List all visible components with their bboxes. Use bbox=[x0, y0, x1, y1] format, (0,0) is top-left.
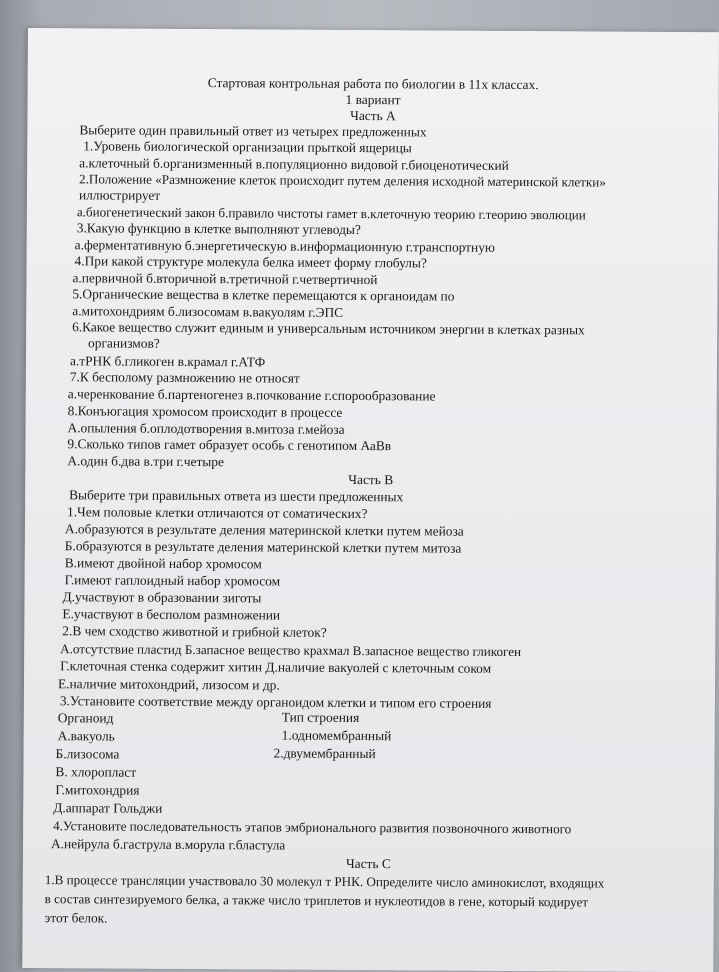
organoid-item: Д.аппарат Гольджи bbox=[53, 800, 163, 816]
answer-line: а.черенкование б.партеногенез в.почкование г.спорообразование bbox=[67, 386, 436, 404]
part-b-heading: Часть В bbox=[348, 471, 394, 488]
organoid-item: Б.лизосома bbox=[55, 746, 120, 762]
answer-line: А.нейрула б.гаструла в.морула г.бластула bbox=[50, 836, 286, 853]
answer-line: Б.образуются в результате деления материнской клетки путем митоза bbox=[64, 538, 462, 556]
page-title: Стартовая контрольная работа по биологии в 11х классах. bbox=[207, 75, 539, 93]
question-line: 4.Установите последовательность этапов эмбрионального развития позвоночного животного bbox=[53, 818, 572, 837]
question-line: 8.Конъюгация хромосом происходит в процессе bbox=[67, 403, 343, 420]
answer-line: Е.участвуют в бесполом размножении bbox=[62, 606, 281, 623]
part-b-instruction: Выберите три правильных ответа из шести предложенных bbox=[69, 487, 404, 505]
answer-line: А.опыления б.оплодотворения в.митоза г.мейоза bbox=[67, 420, 345, 437]
question-line: 9.Сколько типов гамет образует особь с генотипом АаВв bbox=[67, 436, 392, 454]
answer-line: Г.имеют гаплоидный набор хромосом bbox=[64, 572, 281, 589]
part-a-heading: Часть А bbox=[350, 107, 396, 124]
worksheet-page bbox=[22, 28, 719, 972]
question-line: 6.Какое вещество служит единым и универсальным источником энергии в клетках разных bbox=[72, 319, 585, 338]
answer-line: Д.участвуют в образовании зиготы bbox=[62, 589, 262, 606]
question-line: 1.Чем половые клетки отличаются от соматических? bbox=[66, 504, 368, 522]
answer-line: а.ферментативную б.энергетическую в.информационную г.транспортную bbox=[74, 237, 495, 255]
question-line: 2.Положение «Размножение клеток происходит путем деления исходной материнской клетки» bbox=[79, 171, 606, 190]
answer-line: Г.клеточная стенка содержит хитин Д.наличие вакуолей с клеточным соком bbox=[60, 658, 492, 676]
task-line: этот белок. bbox=[44, 910, 108, 926]
organoid-column-header: Органоид bbox=[57, 710, 114, 726]
task-line: 1.В процессе трансляции участвовало 30 молекул т РНК. Определите число аминокислот, входящих bbox=[44, 872, 605, 891]
question-line: 5.Органические вещества в клетке перемещаются к органоидам по bbox=[72, 286, 455, 304]
answer-line: Е.наличие митохондрий, лизосом и др. bbox=[57, 676, 280, 693]
question-line: иллюстрирует bbox=[78, 187, 161, 203]
answer-line: а.митохондриям б.лизосомам в.вакуолям г.ЭПС bbox=[72, 303, 344, 320]
variant-label: 1 вариант bbox=[345, 91, 401, 108]
answer-line: В.имеют двойной набор хромосом bbox=[64, 555, 262, 572]
question-line: 1.Уровень биологической организации прыткой ящерицы bbox=[83, 138, 412, 156]
answer-line: а.первичной б.вторичной в.третичной г.четвертичной bbox=[72, 270, 378, 288]
answer-line: а.тРНК б.гликоген в.крамал г.АТФ bbox=[69, 353, 266, 370]
task-line: в состав синтезируемого белка, а также число триплетов и нуклеотидов в гене, который кодирует bbox=[44, 891, 589, 910]
part-c-heading: Часть С bbox=[345, 855, 391, 872]
question-line: 3.Какую функцию в клетке выполняют углеводы? bbox=[76, 220, 361, 238]
answer-line: а.клеточный б.организменный в.популяционно видовой г.биоценотический bbox=[79, 155, 509, 173]
type-item: 2.двумембранный bbox=[273, 745, 376, 762]
answer-line: А.один б.два в.три г.четыре bbox=[67, 453, 225, 470]
question-line: 4.При какой структуре молекула белка имеет форму глобулы? bbox=[74, 253, 427, 271]
part-a-instruction: Выберите один правильный ответ из четырех предложенных bbox=[79, 122, 427, 140]
organoid-item: Г.митохондрия bbox=[55, 782, 140, 798]
organoid-item: В. хлоропласт bbox=[55, 764, 137, 780]
question-line: организмов? bbox=[88, 335, 160, 351]
answer-line: а.биогенетический закон б.правило чистоты гамет в.клеточную теорию г.теорию эволюции bbox=[76, 204, 586, 223]
organoid-item: А.вакуоль bbox=[57, 728, 115, 744]
question-line: 7.К бесполому размножению не относят bbox=[69, 369, 300, 386]
type-item: 1.одномембранный bbox=[281, 727, 392, 744]
question-line: 3.Установите соответствие между органоидом клетки и типом его строения bbox=[59, 693, 492, 711]
question-line: 2.В чем сходство животной и грибной клеток? bbox=[62, 623, 327, 640]
type-column-header: Тип строения bbox=[281, 709, 360, 726]
answer-line: А.отсутствие пластид Б.запасное вещество крахмал В.запасное вещество гликоген bbox=[60, 641, 522, 660]
answer-line: А.образуются в результате деления материнской клетки путем мейоза bbox=[64, 521, 464, 539]
